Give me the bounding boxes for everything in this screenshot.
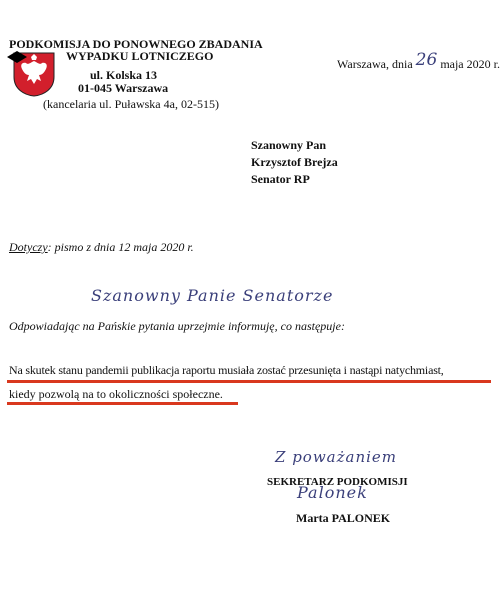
salutation-handwritten: Szanowny Panie Senatorze — [91, 286, 334, 305]
signatory-title: SEKRETARZ PODKOMISJI — [267, 476, 408, 488]
red-underline-2 — [7, 402, 238, 405]
org-street: ul. Kolska 13 — [90, 68, 158, 82]
org-name-line1: PODKOMISJA DO PONOWNEGO ZBADANIA — [9, 37, 263, 51]
org-office: (kancelaria ul. Puławska 4a, 02-515) — [43, 97, 219, 111]
date-day-handwritten: 26 — [415, 50, 438, 70]
signatory-name: Marta PALONEK — [296, 511, 391, 525]
org-city: 01-045 Warszawa — [78, 81, 169, 95]
subject-line — [9, 240, 194, 255]
body-line2: kiedy pozwolą na to okoliczności społeczne. — [9, 387, 223, 401]
letter-date — [337, 50, 500, 73]
org-name-line2: WYPADKU LOTNICZEGO — [66, 49, 214, 63]
handwritten-signature: Palonek — [297, 483, 368, 502]
date-suffix: maja 2020 r. — [440, 57, 500, 71]
recipient-name: Krzysztof Brejza — [251, 155, 338, 169]
intro-text: Odpowiadając na Pańskie pytania uprzejmie informuję, co następuje: — [9, 319, 345, 333]
red-underline-1 — [7, 380, 491, 383]
date-prefix: Warszawa, dnia — [337, 57, 413, 71]
subject-label: Dotyczy — [9, 240, 48, 254]
recipient-title: Senator RP — [251, 172, 310, 186]
mourning-ribbon-icon — [6, 50, 28, 64]
body-line1: Na skutek stanu pandemii publikacja raportu musiała zostać przesunięta i nastąpi natychmiast, — [9, 363, 444, 377]
subject-text: : pismo z dnia 12 maja 2020 r. — [47, 240, 194, 254]
recipient-line1: Szanowny Pan — [251, 138, 327, 152]
closing-handwritten: Z poważaniem — [275, 448, 398, 466]
